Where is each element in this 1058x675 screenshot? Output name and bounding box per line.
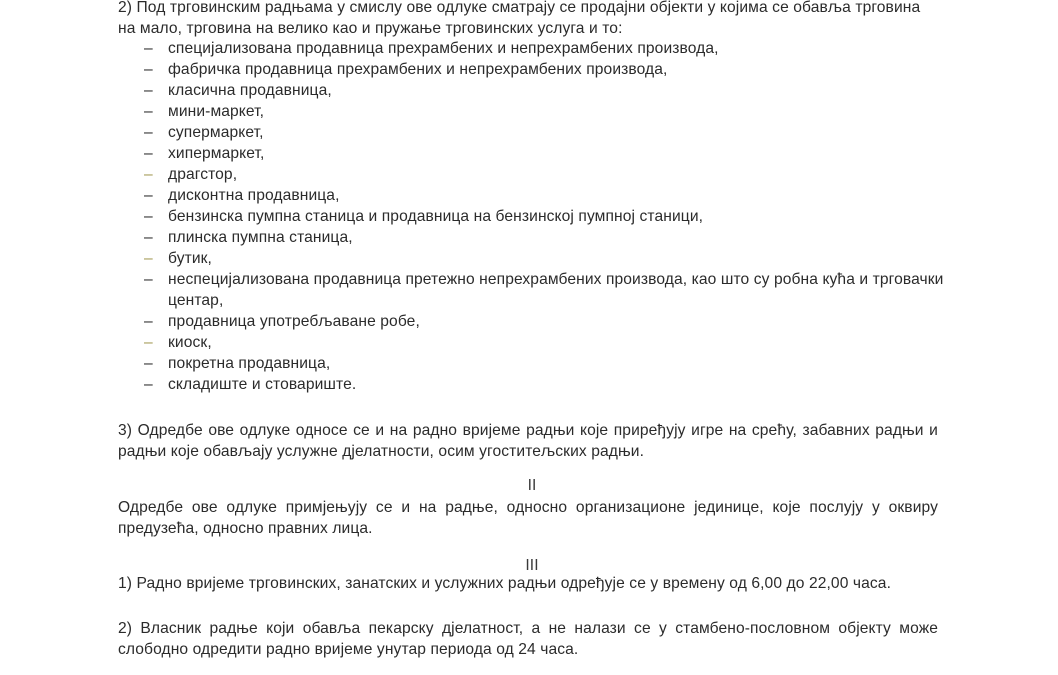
list-item (144, 185, 944, 206)
list-dash: – (144, 103, 153, 120)
section-heading-iii: III (525, 557, 539, 574)
list-dash: – (144, 187, 153, 204)
list-item (144, 248, 944, 269)
list-item (144, 59, 944, 80)
list-item-text: специјализована продавница прехрамбених и непрехрамбених производа, (168, 40, 719, 57)
list-dash: – (144, 250, 153, 267)
list-dash: – (144, 145, 153, 162)
list-dash: – (144, 61, 153, 78)
list-item (144, 269, 944, 311)
list-item (144, 374, 944, 395)
list-item-text: бутик, (168, 250, 212, 267)
list-item-text: драгстор, (168, 166, 238, 183)
list-dash: – (144, 124, 153, 141)
list-item-text: плинска пумпна станица, (168, 229, 353, 246)
list-item (144, 80, 944, 101)
list-item-text: дисконтна продавница, (168, 187, 340, 204)
list-item (144, 353, 944, 374)
paragraph-intro: 2) Под трговинским радњама у смислу ове одлуке сматрају се продајни објекти у којима се обавља трговина на мало, трговина на велико као и пружање трговинских услуга и то: (118, 0, 921, 37)
list-item-text: хипермаркет, (168, 145, 265, 162)
list-dash: – (144, 376, 153, 393)
paragraph-section-iii-1: 1) Радно вријеме трговинских, занатских и услужних радњи одређује се у времену од 6,00 до 22,00 часа. (118, 575, 891, 592)
list-item-text: продавница употребљаване робе, (168, 313, 420, 330)
list-item (144, 227, 944, 248)
paragraph-section-ii: Одредбе ове одлуке примјењују се и на радње, односно организационе јединице, које послују у оквиру предузећа, односно правних лица. (118, 499, 938, 537)
list-item-text: складиште и стовариште. (168, 376, 357, 393)
list-dash: – (144, 271, 153, 288)
paragraph-section-iii-2: 2) Власник радње који обавља пекарску дјелатност, а не налази се у стамбено-пословном објекту може слободно одредити радно вријеме унутар периода од 24 часа. (118, 620, 938, 658)
list-dash: – (144, 40, 153, 57)
list-dash: – (144, 166, 153, 183)
list-item-text: неспецијализована продавница претежно непрехрамбених производа, као што су робна кућа и трговачки центар, (168, 271, 944, 309)
list-item (144, 206, 944, 227)
list-dash: – (144, 229, 153, 246)
shop-type-list (144, 38, 944, 395)
list-item (144, 38, 944, 59)
section-heading-ii: II (527, 477, 537, 494)
list-item-text: бензинска пумпна станица и продавница на бензинској пумпној станици, (168, 208, 704, 225)
list-item-text: супермаркет, (168, 124, 264, 141)
list-dash: – (144, 208, 153, 225)
list-item (144, 164, 944, 185)
list-item (144, 332, 944, 353)
list-item (144, 143, 944, 164)
list-item (144, 122, 944, 143)
list-dash: – (144, 313, 153, 330)
list-item (144, 311, 944, 332)
list-dash: – (144, 82, 153, 99)
list-item (144, 101, 944, 122)
list-item-text: фабричка продавница прехрамбених и непрехрамбених производа, (168, 61, 668, 78)
list-item-text: мини-маркет, (168, 103, 265, 120)
paragraph-3: 3) Одредбе ове одлуке односе се и на радно вријеме радњи које приређују игре на срећу, забавних радњи и радњи које обављају услужне дјелатности, осим угоститељских радњи. (118, 422, 938, 460)
list-item-text: киоск, (168, 334, 212, 351)
list-dash: – (144, 334, 153, 351)
list-item-text: покретна продавница, (168, 355, 331, 372)
list-item-text: класична продавница, (168, 82, 332, 99)
list-dash: – (144, 355, 153, 372)
